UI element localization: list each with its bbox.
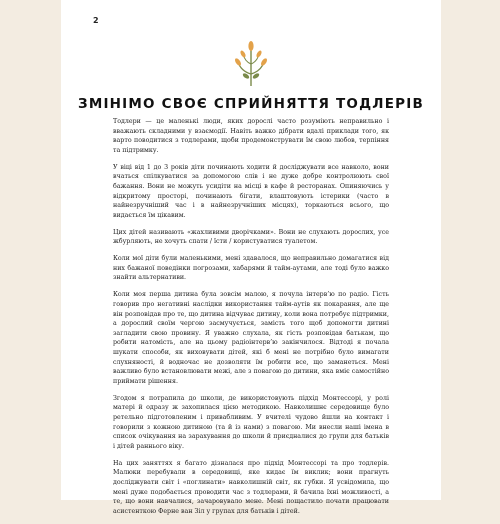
- paragraph-1: Тодлери — це маленькі люди, яких дорослі часто розуміють неправильно і вважають складними у взаємодії. Навіть важко дібрати вдалі приклади того, як варто поводитися з тодлерами, щоби продемонструвати їм свою любов, терпіння та підтримку.: [113, 118, 389, 154]
- paragraph-7: На цих заняттях я багато дізналася про підхід Монтессорі та про тодлерів. Малюки перебували в середовищі, яке кидає їм виклик; вони прагнуть досліджувати світ і «поглинати» навколишній світ, як губки. Я усвідомила, що мені дуже подобається проводити час з тодлерами, й бачила їхні можливості, а те, що вони навчалися, зачаровувало мене. Мені пощастило почати працювати асистенткою Ферне ван Зіл у групах для батьків і дітей.: [113, 459, 389, 515]
- paragraph-2: У віці від 1 до 3 років діти починають ходити й досліджувати все навколо, вони вчаться спілкуватися за допомогою слів і не дуже добре контролюють свої бажання. Вони не можуть усидіти на місці в кафе й ресторанах. Опиняючись у відкритому просторі, починають бігати, влаштовують істерики (часто в найнезручніший час і в найнезручніших місцях), торкаються всього, що видається їм цікавим.: [113, 163, 389, 219]
- paragraph-4: Коли мої діти були маленькими, мені здавалося, що неправильно домагатися від них бажаної поведінки погрозами, хабарями й тайм-аутами, але тоді було важко знайти альтернативи.: [113, 255, 389, 282]
- sprig-of-leaves-icon: [229, 40, 273, 88]
- paragraph-5: Коли моя перша дитина була зовсім малою, я почула інтерв’ю по радіо. Гість говорив про негативні наслідки використання тайм-аутів як покарання, але ще він розповідав про те, що дитина відчуває дитину, коли вона потребує підтримки, а дорослий своїм чергою засмучується, замість того щоб допомогти дитині загладити свою провину. Я уважно слухала, як гість розповідав батькам, що робити натомість, але на цьому радіоінтерв’ю закінчилося. Відтоді я почала шукати способи, як виховувати дітей, які б мені не потрібно було вимагати слухняності, й водночас не дозволяти їм робити все, що заманеться. Мені важливо було встановлювати межі, але з повагою до дитини, яка вміє самостійно приймати рішення.: [113, 291, 389, 385]
- page-number: 2: [93, 16, 99, 25]
- book-page: [61, 0, 441, 515]
- paragraph-6: Згодом я потрапила до школи, де використовують підхід Монтессорі, у ролі матері й одразу ж захопилася цією методикою. Навколишнє середовище було ретельно підготовленим і привабливим. У вчителі чудово йшли на контакт і говорили з кожною дитиною (та й із нами) з повагою. Ми внесли наші імена в список очікування на зарахування до школи й приєдналися до групи для батьків і дітей раннього віку.: [113, 394, 389, 450]
- chapter-heading: ЗМІНІМО СВОЄ СПРИЙНЯТТЯ ТОДЛЕРІВ: [78, 96, 424, 112]
- body-text: [113, 117, 389, 524]
- paragraph-3: Цих дітей називають «жахливими дворічками». Вони не слухають дорослих, усе жбурляють, не хочуть спати / їсти / користуватися туалетом.: [113, 228, 389, 246]
